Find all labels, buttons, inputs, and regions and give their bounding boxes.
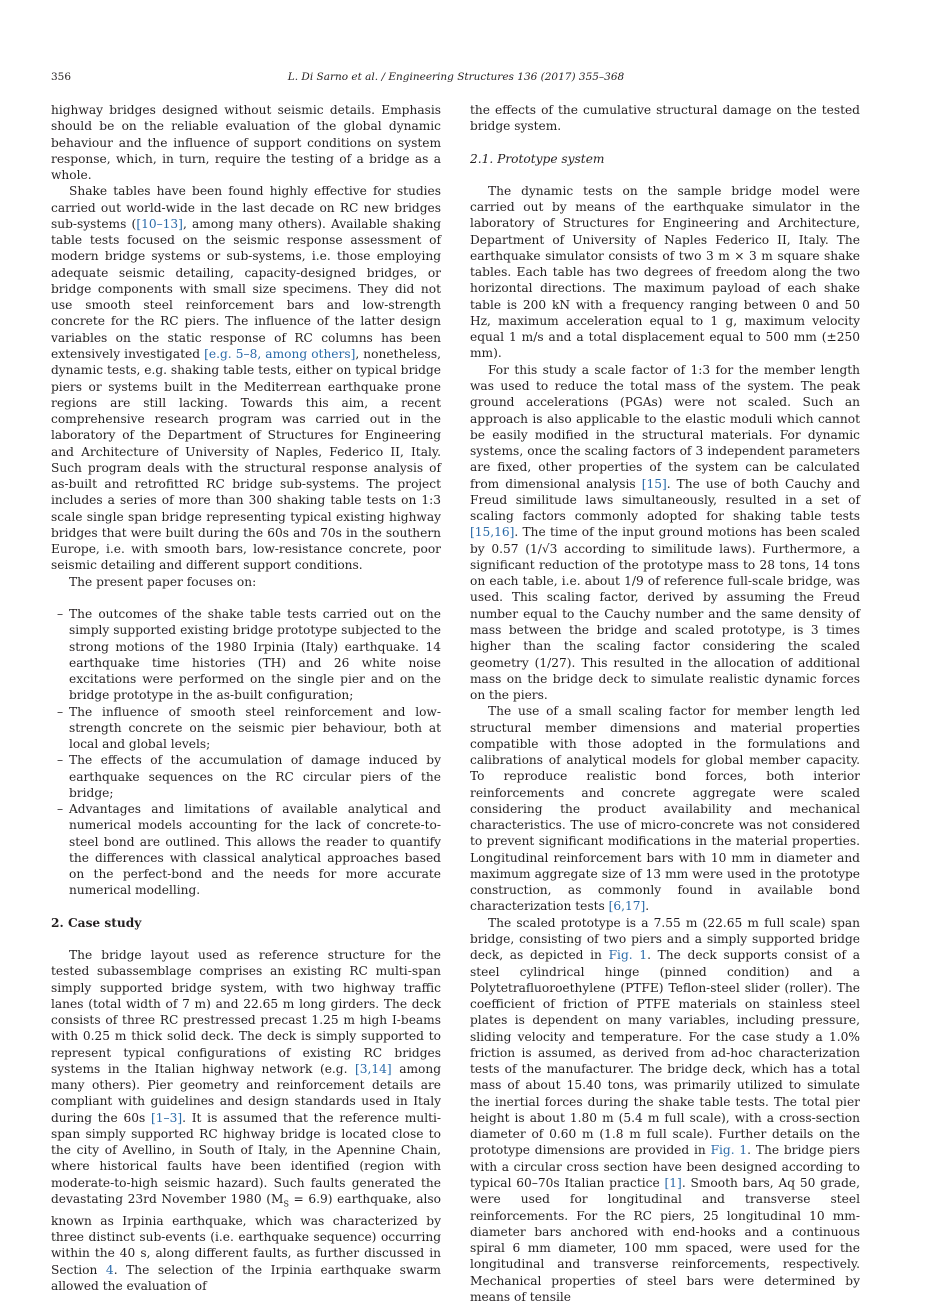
page-header (51, 71, 861, 87)
citation-link[interactable]: [1] (664, 1176, 682, 1190)
paragraph: the effects of the cumulative structural damage on the tested bridge system. (470, 103, 860, 134)
list-item: – The influence of smooth steel reinforcement and low-strength concrete on the seismic pier behaviour, both at local and global levels; (51, 704, 441, 753)
paragraph: The present paper focuses on: (69, 574, 257, 589)
right-column (470, 102, 860, 1305)
page-number: 356 (51, 71, 72, 83)
paragraph: highway bridges designed without seismic details. Emphasis should be on the reliable evaluation of the global dynamic behaviour and the influence of support conditions on system response, which, in turn, require the testing of a bridge as a whole. (51, 103, 441, 183)
bullet-list (51, 606, 441, 899)
paragraph: Shake tables have been found highly effective for studies carried out world-wide in the last decade on RC new bridges sub-systems ([10–13], among many others). Available shaking table tests focused on the seismic response assessment of modern bridge systems or sub-systems, i.e. those employing adequate seismic detailing, capacity-designed bridges, or bridge components with small size specimens. They did not use smooth steel reinforcement bars and low-strength concrete for the RC piers. The influence of the latter design variables on the static response of RC columns has been extensively investigated [e.g. 5–8, among others], nonetheless, dynamic tests, e.g. shaking table tests, either on typical bridge piers or systems built in the Mediterrean earthquake prone regions are still lacking. Towards this aim, a recent comprehensive research program was carried out in the laboratory of the Department of Structures for Engineering and Architecture of University of Naples, Federico II, Italy. Such program deals with the structural response analysis of as-built and retrofitted RC bridge sub-systems. The project includes a series of more than 300 shaking table tests on 1:3 scale single span bridge representing typical existing highway bridges that were built during the 60s and 70s in the southern Europe, i.e. with smooth bars, low-resistance concrete, poor seismic detailing and different support conditions. (51, 184, 442, 573)
left-column (51, 102, 441, 1294)
citation-link[interactable]: [15] (641, 476, 667, 491)
citation-link[interactable]: [10–13] (136, 216, 183, 231)
list-item: – Advantages and limitations of available analytical and numerical models accounting for the lack of concrete-to-steel bond are outlined. This allows the reader to quantify the differences with classical analytical approaches based on the perfect-bond and the needs for more accurate numerical modelling. (51, 801, 441, 899)
figure-link[interactable]: Fig. 1 (608, 948, 648, 963)
paragraph: For this study a scale factor of 1:3 for the member length was used to reduce the total mass of the system. The peak ground accelerations (PGAs) were not scaled. Such an approach is also applicable to the elastic moduli which cannot be easily modified in the structural materials. For dynamic systems, once the scaling factors of 3 independent parameters are fixed, other properties of the system can be calculated from dimensional analysis [15]. The use of both Cauchy and Freud similitude laws simultaneously, resulted in a set of scaling factors commonly adopted for shaking table tests [15,16]. The time of the input ground motions has been scaled by 0.57 (1/√3 according to similitude laws). Furthermore, a significant reduction of the prototype mass to 28 tons, 14 tons on each table, i.e. about 1/9 of reference full-scale bridge, was used. This scaling factor, derived by assuming the Freud number equal to the Cauchy number and the same density of mass between the bridge and scaled prototype, is 3 times higher than the scaling factor considering the scaled geometry (1/27). This resulted in the allocation of additional mass on the bridge deck to simulate realistic dynamic forces on the piers. (470, 362, 861, 703)
paragraph: The scaled prototype is a 7.55 m (22.65 m full scale) span bridge, consisting of two piers and a simply supported bridge deck, as depicted in Fig. 1. The deck supports consist of a steel cylindrical hinge (pinned condition) and a Polytetrafluoroethylene (PTFE) Teflon-steel slider (roller). The coefficient of friction of PTFE materials on stainless steel plates is dependent on many variables, including pressure, sliding velocity and temperature. For the case study a 1.0% friction is assumed, as derived from ad-hoc characterization tests of the manufacturer. The bridge deck, which has a total mass of about 15.40 tons, was primarily utilized to simulate the inertial forces during the shake table tests. The total pier height is about 1.80 m (5.4 m full scale), with a cross-section diameter of 0.60 m (1.8 m full scale). Further details on the prototype dimensions are provided in Fig. 1. The bridge piers with a circular cross section have been designed according to typical 60–70s Italian practice [1]. Smooth bars, Aq 50 grade, were used for longitudinal and transverse steel reinforcements. For the RC piers, 25 longitudinal 10 mm-diameter bars anchored with end-hooks and a continuous spiral 6 mm diameter, 100 mm spaced, were used for the longitudinal and transverse reinforcements, respectively. Mechanical properties of steel bars were determined by means of tensile (470, 915, 860, 1304)
section-title: 2. Case study (51, 915, 142, 930)
figure-link[interactable]: Fig. 1 (710, 1143, 748, 1158)
citation-link[interactable]: [6,17] (608, 899, 646, 914)
list-item: – The effects of the accumulation of damage induced by earthquake sequences on the RC circular piers of the bridge; (51, 752, 441, 801)
list-item: – The outcomes of the shake table tests carried out on the simply supported existing bridge prototype subjected to the strong motions of the 1980 Irpinia (Italy) earthquake. 14 earthquake time histories (TH) and 26 white noise excitations were performed on the single pier and on the bridge prototype in the as-built configuration; (51, 606, 441, 704)
citation-link[interactable]: [1–3] (150, 1110, 183, 1125)
citation-link[interactable]: [e.g. 5–8, among others] (204, 346, 356, 361)
citation-link[interactable]: [3,14] (355, 1061, 392, 1076)
paragraph: The dynamic tests on the sample bridge model were carried out by means of the earthquake simulator in the laboratory of Structures for Engineering and Architecture, Department of University of Naples Federico II, Italy. The earthquake simulator consists of two 3 m × 3 m square shake tables. Each table has two degrees of freedom along the two horizontal directions. The maximum payload of each shake table is 200 kN with a frequency ranging between 0 and 50 Hz, maximum acceleration equal to 1 g, maximum velocity equal 1 m/s and a total displacement equal to 500 mm (±250 mm). (470, 183, 860, 361)
journal-citation: L. Di Sarno et al. / Engineering Structures 136 (2017) 355–368 (287, 71, 625, 83)
section-link[interactable]: 4 (105, 1262, 114, 1277)
subsection-title: 2.1. Prototype system (470, 151, 605, 166)
paragraph: The use of a small scaling factor for member length led structural member dimensions and material properties compatible with those adopted in the formulations and calibrations of analytical models for global member capacity. To reproduce realistic bond forces, both interior reinforcements and concrete aggregate were scaled considering the product availability and mechanical characteristics. The use of micro-concrete was not considered to prevent significant modifications in the material properties. Longitudinal reinforcement bars with 10 mm in diameter and maximum aggregate size of 13 mm were used in the prototype construction, as commonly found in available bond characterization tests [6,17]. (470, 704, 860, 914)
paragraph: The bridge layout used as reference structure for the tested subassemblage comprises an existing RC multi-span simply supported bridge system, with two highway traffic lanes (total width of 7 m) and 22.65 m long girders. The deck consists of three RC prestressed precast 1.25 m high I-beams with 0.25 m thick solid deck. The deck is simply supported to represent typical configurations of existing RC bridges systems in the Italian highway network (e.g. [3,14] among many others). Pier geometry and reinforcement details are compliant with guidelines and design standards used in Italy during the 60s [1–3]. It is assumed that the reference multi-span simply supported RC highway bridge is located close to the city of Avellino, in South of Italy, in the Apennine Chain, where historical faults have been identified (region with moderate-to-high seismic hazard). Such faults generated the devastating 23rd November 1980 $(M_S = 6.9)$ earthquake, also known as Irpinia earthquake, which was characterized by three distinct sub-events (i.e. earthquake sequence) occurring within the 40 s, along different faults, as further discussed in Section 4. The selection of the Irpinia earthquake swarm allowed the evaluation of (51, 948, 442, 1293)
citation-link[interactable]: [15,16] (470, 525, 515, 540)
